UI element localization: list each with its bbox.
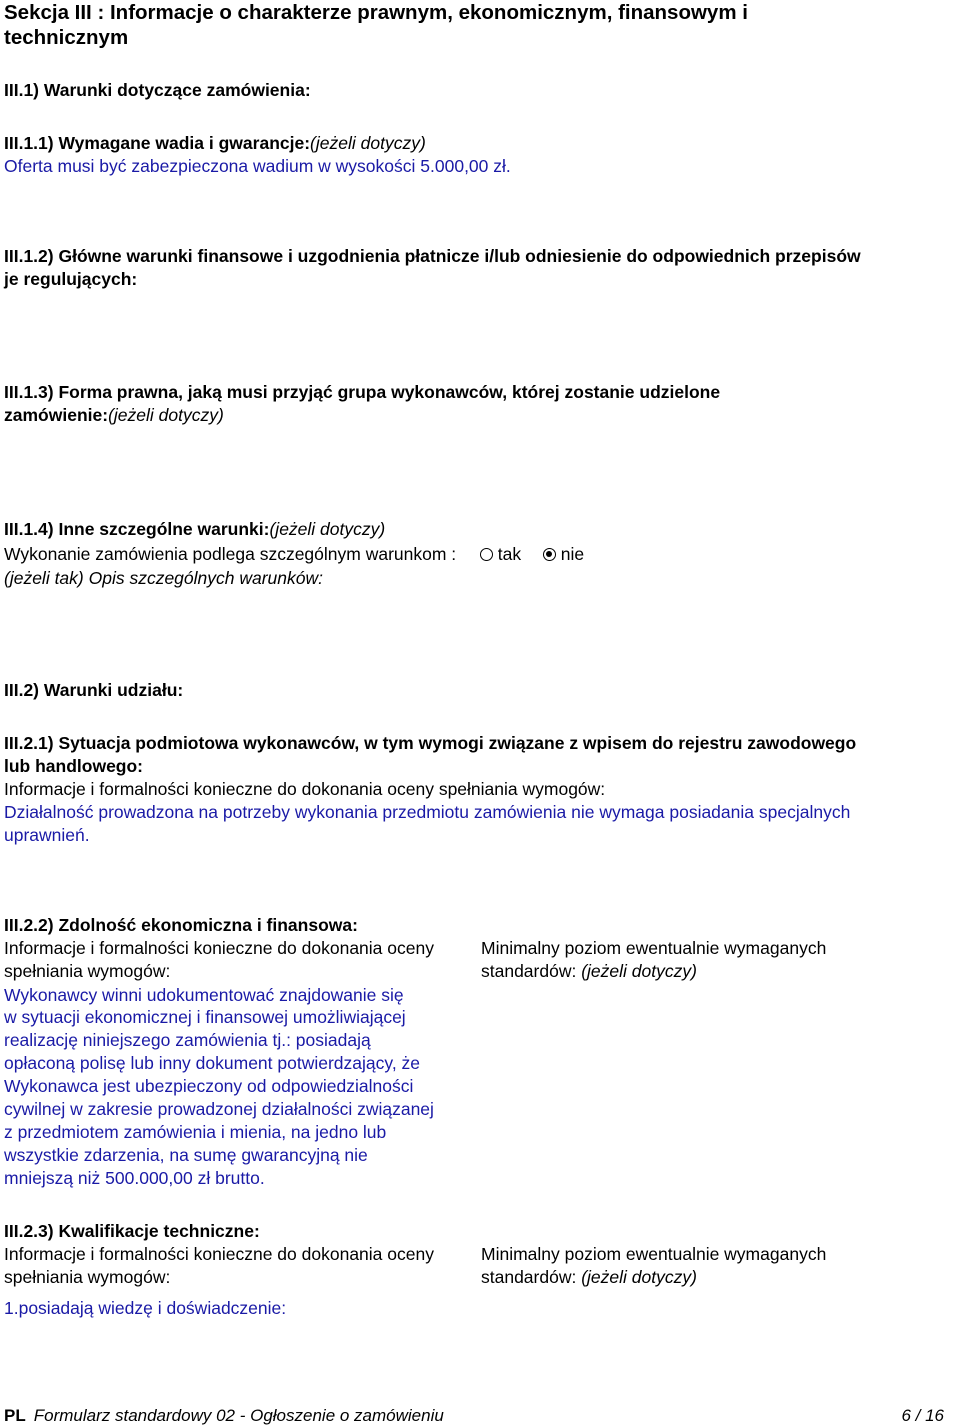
section-title-line1: Sekcja III : Informacje o charakterze prawnym, ekonomicznym, finansowym i	[4, 1, 748, 24]
answer-iii-2-1-line1: Działalność prowadzona na potrzeby wykonania przedmiotu zamówienia nie wymaga posiadania specjalnych	[4, 802, 851, 822]
heading-note: (jeżeli dotyczy)	[310, 133, 426, 153]
footer-page-number: 6 / 16	[901, 1406, 944, 1425]
col2-note: (jeżeli dotyczy)	[581, 1267, 697, 1287]
radio-yes[interactable]	[480, 548, 493, 561]
heading-note: (jeżeli dotyczy)	[269, 519, 386, 539]
col2-label-iii-2-2-line1: Minimalny poziom ewentualnie wymaganych	[481, 938, 827, 958]
heading-iii-1-3-line2	[4, 404, 224, 427]
heading-text: III.1.4) Inne szczególne warunki:	[4, 519, 270, 539]
col2-note: (jeżeli dotyczy)	[581, 961, 697, 981]
heading-text: zamówienie:	[4, 405, 109, 425]
answer-line: wszystkie zdarzenia, na sumę gwarancyjną nie	[4, 1145, 368, 1165]
radio-no-label: nie	[560, 544, 585, 564]
col2-label-iii-2-3-line1: Minimalny poziom ewentualnie wymaganych	[481, 1244, 827, 1264]
answer-line: z przedmiotem zamówienia i mienia, na jedno lub	[4, 1122, 387, 1142]
info-label-iii-2-1: Informacje i formalności konieczne do dokonania oceny spełniania wymogów:	[4, 779, 606, 799]
heading-iii-1-2-line1: III.1.2) Główne warunki finansowe i uzgodnienia płatnicze i/lub odniesienie do odpowiednich przepisów	[4, 246, 861, 266]
heading-iii-2-1-line2: lub handlowego:	[4, 756, 144, 776]
answer-line: w sytuacji ekonomicznej i finansowej umożliwiającej	[4, 1007, 406, 1027]
heading-iii-1-1	[4, 132, 426, 155]
heading-iii-2-3: III.2.3) Kwalifikacje techniczne:	[4, 1221, 260, 1241]
heading-iii-2: III.2) Warunki udziału:	[4, 680, 184, 700]
footer-lang: PL	[4, 1406, 26, 1425]
footer-form-name: Formularz standardowy 02 - Ogłoszenie o zamówieniu	[33, 1406, 444, 1425]
special-conditions-desc-label: (jeżeli tak) Opis szczególnych warunków:	[4, 568, 324, 588]
answer-line: Wykonawcy winni udokumentować znajdowanie się	[4, 985, 404, 1005]
heading-iii-1-2-line2: je regulujących:	[4, 269, 138, 289]
heading-text: III.1.1) Wymagane wadia i gwarancje:	[4, 133, 311, 153]
heading-iii-1-3-line1: III.1.3) Forma prawna, jaką musi przyjąć grupa wykonawców, której zostanie udzielone	[4, 382, 721, 402]
heading-iii-2-1-line1: III.2.1) Sytuacja podmiotowa wykonawców, w tym wymogi związane z wpisem do rejestru zawodowego	[4, 733, 857, 753]
heading-iii-1: III.1) Warunki dotyczące zamówienia:	[4, 80, 311, 100]
answer-iii-2-3: 1.posiadają wiedzę i doświadczenie:	[4, 1298, 287, 1318]
col2-label-iii-2-2-line2	[481, 960, 697, 983]
answer-line: cywilnej w zakresie prowadzonej działalności związanej	[4, 1099, 434, 1119]
col2-label-text: standardów:	[481, 1267, 577, 1287]
col2-label-iii-2-3-line2	[481, 1266, 697, 1289]
special-conditions-row	[4, 543, 584, 566]
section-title-line2: technicznym	[4, 26, 129, 49]
page-footer	[4, 1405, 944, 1427]
answer-line: opłaconą polisę lub inny dokument potwierdzający, że	[4, 1053, 421, 1073]
special-conditions-question: Wykonanie zamówienia podlega szczególnym warunkom :	[4, 544, 457, 564]
col2-label-text: standardów:	[481, 961, 577, 981]
answer-iii-2-1-line2: uprawnień.	[4, 825, 90, 845]
radio-yes-label: tak	[497, 544, 522, 564]
heading-note: (jeżeli dotyczy)	[108, 405, 224, 425]
heading-iii-2-2: III.2.2) Zdolność ekonomiczna i finansowa:	[4, 915, 358, 935]
answer-line: Wykonawca jest ubezpieczony od odpowiedzialności	[4, 1076, 414, 1096]
radio-no-selected[interactable]	[543, 548, 556, 561]
col1-label-iii-2-2-line2: spełniania wymogów:	[4, 961, 171, 981]
answer-iii-1-1: Oferta musi być zabezpieczona wadium w wysokości 5.000,00 zł.	[4, 156, 511, 176]
col1-label-iii-2-3-line1: Informacje i formalności konieczne do dokonania oceny	[4, 1244, 434, 1264]
col1-label-iii-2-3-line2: spełniania wymogów:	[4, 1267, 171, 1287]
heading-iii-1-4	[4, 518, 385, 541]
answer-line: realizację niniejszego zamówienia tj.: posiadają	[4, 1030, 371, 1050]
answer-line: mniejszą niż 500.000,00 zł brutto.	[4, 1168, 265, 1188]
col1-label-iii-2-2-line1: Informacje i formalności konieczne do dokonania oceny	[4, 938, 434, 958]
